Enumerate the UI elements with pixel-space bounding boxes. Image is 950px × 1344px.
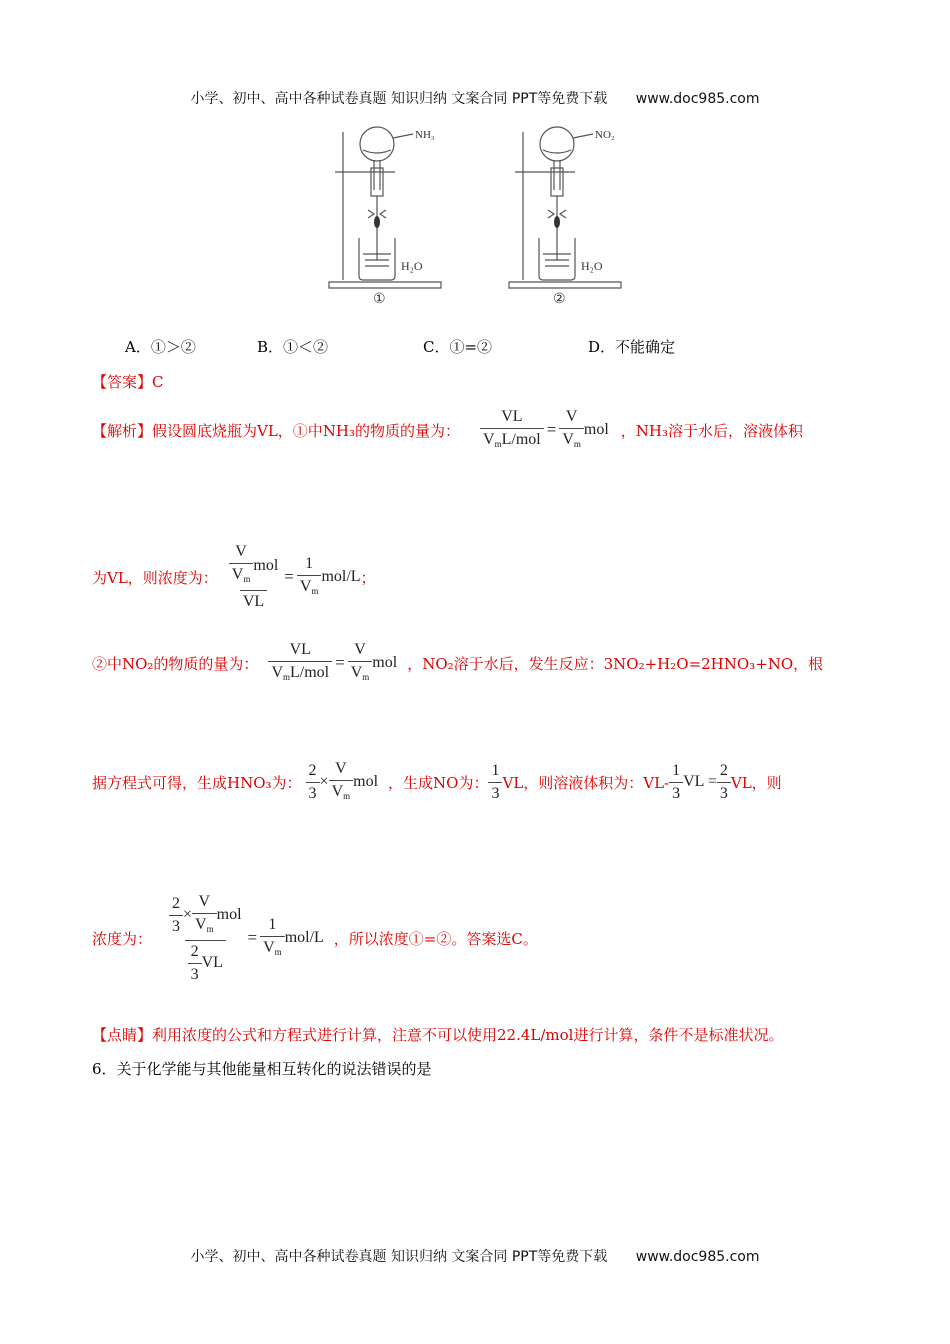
option-d: D．不能确定 (588, 338, 676, 356)
answer (92, 371, 164, 392)
analysis-line-1 (92, 400, 803, 460)
analysis-p3: ②中NO₂的物质的量为： (92, 654, 259, 673)
no2-label: NO₂ (595, 129, 615, 141)
formula-no2-moles: $\frac{VL}{V_mL/mol}$ = $\frac{V}{V_m}$ mol (268, 641, 397, 686)
footer-text: 小学、初中、高中各种试卷真题 知识归纳 文案合同 PPT等免费下载 (190, 1249, 608, 1265)
answer-tag: 【答案】 (92, 373, 153, 391)
tip (92, 1024, 783, 1045)
analysis-p2-tail: ； (360, 568, 376, 587)
header-url[interactable]: www.doc985.com (635, 91, 760, 107)
option-c: C．①=② (423, 338, 493, 356)
formula-hno3-moles: $\frac{2}{3}$ × $\frac{V}{V_m}$ mol (306, 760, 379, 805)
analysis-p4-mid2: VL，则溶液体积为：VL- (502, 773, 670, 792)
footer-url[interactable]: www.doc985.com (635, 1249, 760, 1265)
apparatus-figure-2 (505, 120, 625, 308)
formula-nh3-concentration: $\frac{V}{V_m}$ mol VL = $\frac{1}{V_m}$ mol/L (226, 543, 361, 611)
analysis-line-2 (92, 527, 376, 627)
analysis-p2: 为VL，则浓度为： (92, 568, 218, 587)
analysis-p4-tail: VL，则 (730, 773, 782, 792)
analysis-line-3 (92, 633, 823, 693)
figure-1-label: ① (373, 292, 386, 307)
analysis-p3-tail: ，NO₂溶于水后，发生反应：3NO₂+H₂O=2HNO₃+NO，根 (407, 654, 824, 673)
analysis-line-5 (92, 884, 538, 992)
analysis-line-4 (92, 752, 782, 812)
header-text: 小学、初中、高中各种试卷真题 知识归纳 文案合同 PPT等免费下载 (190, 91, 608, 107)
nh3-label: NH₃ (415, 129, 435, 141)
formula-no-volume: $\frac{1}{3}$ (488, 762, 502, 803)
analysis-p5-tail: ，所以浓度①=②。答案选C。 (333, 929, 538, 948)
analysis-p4-mid: ，生成NO为： (388, 773, 489, 792)
analysis-p1: 假设圆底烧瓶为VL，①中NH₃的物质的量为： (152, 421, 461, 440)
formula-volume: $\frac{1}{3}$ VL = $\frac{2}{3}$ (669, 762, 731, 803)
h2o-label-1: H₂O (401, 259, 423, 273)
formula-no2-concentration: $\frac{2}{3}$ × $\frac{V}{V_m}$ mol $\frac{2}{3}$ VL = $\frac{1}{V_m}$ mol/L (166, 893, 324, 984)
analysis-p1-tail: ，NH₃溶于水后，溶液体积 (620, 421, 804, 440)
analysis-p5: 浓度为： (92, 929, 153, 948)
tip-tag: 【点睛】 (92, 1026, 153, 1044)
apparatus-figure-1 (325, 120, 445, 308)
answer-value: C (152, 373, 164, 391)
tip-text: 利用浓度的公式和方程式进行计算，注意不可以使用22.4L/mol进行计算，条件不是标准状况。 (152, 1026, 784, 1044)
option-b: B．①＜② (257, 338, 329, 356)
formula-nh3-moles: $\frac{VL}{V_mL/mol}$ = $\frac{V}{V_m}$ mol (480, 408, 609, 453)
question-6: 6．关于化学能与其他能量相互转化的说法错误的是 (92, 1060, 432, 1078)
figure-2-label: ② (553, 292, 566, 307)
analysis-p4: 据方程式可得，生成HNO₃为： (92, 773, 302, 792)
page-header (0, 88, 950, 108)
h2o-label-2: H₂O (581, 259, 603, 273)
page-footer (0, 1246, 950, 1266)
analysis-tag: 【解析】 (92, 421, 153, 440)
option-a: A．①＞② (125, 338, 196, 356)
